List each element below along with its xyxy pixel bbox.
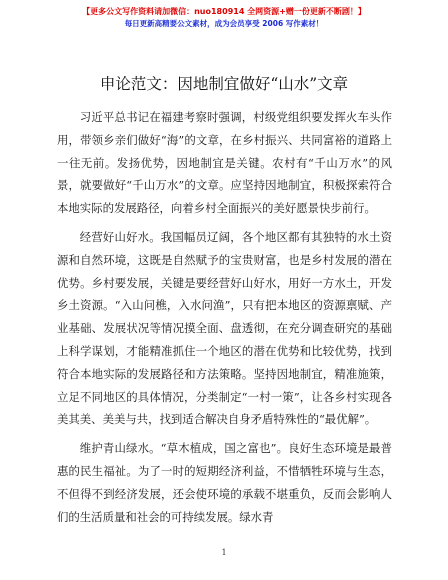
- paragraph-protect-environment: 维护青山绿水。“草木植成，国之富也”。良好生态环境是最普惠的民生福祉。为了一时的短期经济利益，不惜牺牲环境与生态，不但得不到经济发展，还会使环境的承载不堪重负，反而会影响人们的生活质量和社会的可持续发展。绿水青: [57, 441, 392, 524]
- page-number: 1: [221, 548, 227, 557]
- paragraph-manage-landscape: 经营好山好水。我国幅员辽阔，各个地区都有其独特的水土资源和自然环境，这既是自然赋予的宝贵财富，也是乡村发展的潜在优势。乡村要发展，关键是要经营好山好水，用好一方水土，开发乡土资源。“入山问樵，入水问渔”，只有把本地区的资源禀赋、产业基础、发展状况等情况摸全面、盘透彻，在充分调查研究的基础上科学谋划，才能精准抓住一个地区的潜在优势和比较优势，找到符合本地实际的发展路径和方法策略。坚持因地制宜，精准施策，立足不同地区的具体情况，分类制定“一村一策”，让各乡村实现各美其美、美美与共，找到适合解决自身矛盾特殊性的“最优解”。: [57, 229, 392, 427]
- document-title: 申论范文：因地制宜做好“山水”文章: [99, 75, 349, 93]
- document-body: [57, 106, 392, 534]
- promo-banner-top: 【更多公文写作资料请加微信：nuo180914 全网资源+赠一份更新不断剧！】: [82, 7, 366, 16]
- paragraph-intro: 习近平总书记在福建考察时强调，村级党组织要发挥火车头作用，带领乡亲们做好“海”的文章，在乡村振兴、共同富裕的道路上一往无前。发扬优势，因地制宜是关键。农村有“千山万水”的风景，就要做好“千山万水”的文章。应坚持因地制宜，积极探索符合本地实际的发展路径，向着乡村全面振兴的美好愿景快步前行。: [57, 110, 392, 216]
- promo-banner-sub: 每日更新高精要公文素材，成为会员享受 2006 写作素材！: [124, 19, 324, 28]
